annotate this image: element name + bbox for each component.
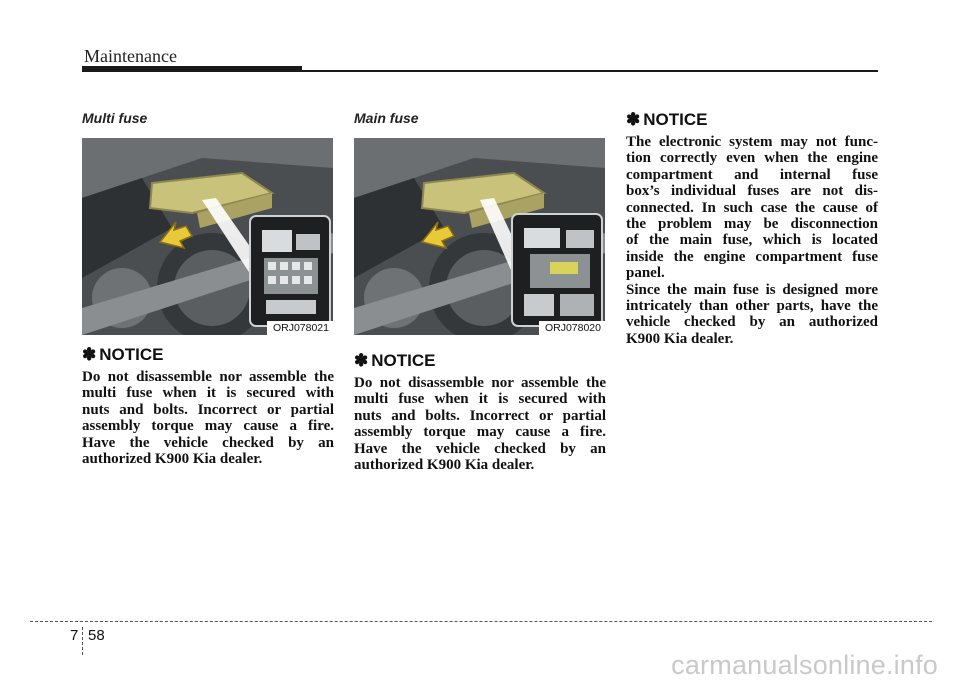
notice-line: Do not disassemble nor assemble the xyxy=(354,375,606,391)
notice-line: nuts and bolts. Incorrect or partial xyxy=(82,401,334,418)
notice-line: Since the main fuse is designed more xyxy=(626,281,878,298)
column-notice-main-fuse xyxy=(626,110,878,347)
notice-heading xyxy=(82,345,334,365)
notice-star-icon: ✽ xyxy=(82,345,97,364)
notice-line: connected. In such case the cause of xyxy=(626,199,878,216)
header-rule-thick xyxy=(82,66,302,72)
notice-line: inside the engine compartment fuse xyxy=(626,248,878,265)
notice-line: of the main fuse, which is located xyxy=(626,232,878,249)
column-multi-fuse xyxy=(82,110,334,467)
footer-dashed-rule xyxy=(30,621,932,622)
notice-line: assembly torque may cause a fire. xyxy=(82,418,334,435)
notice-heading xyxy=(354,351,606,371)
notice-line: intricately than other parts, have the xyxy=(626,298,878,315)
section-title: Main fuse xyxy=(354,110,419,126)
notice-line: Have the vehicle checked by an xyxy=(82,434,334,451)
notice-line: vehicle checked by an authorized xyxy=(626,314,878,331)
watermark: carmanualsonline.info xyxy=(671,650,938,680)
notice-line: assembly torque may cause a fire. xyxy=(354,424,606,441)
notice-line: nuts and bolts. Incorrect or partial xyxy=(354,407,606,424)
notice-line: K900 Kia dealer. xyxy=(626,330,734,347)
notice-line: panel. xyxy=(626,265,665,282)
notice-heading xyxy=(626,110,878,130)
notice-line: the problem may be disconnection xyxy=(626,216,878,233)
notice-line: authorized K900 Kia dealer. xyxy=(354,457,535,474)
notice-line: multi fuse when it is secured with xyxy=(354,391,606,408)
chapter-number: 7 xyxy=(70,627,79,644)
notice-star-icon: ✽ xyxy=(354,351,369,370)
figure-code: ORJ078021 xyxy=(267,321,333,335)
engine-bay-photo xyxy=(82,138,333,335)
figure-code: ORJ078020 xyxy=(539,321,605,335)
notice-line: multi fuse when it is secured with xyxy=(82,385,334,402)
column-main-fuse xyxy=(354,110,606,473)
notice-text xyxy=(82,369,334,467)
notice-label: NOTICE xyxy=(643,110,708,129)
notice-line: Do not disassemble nor assemble the xyxy=(82,369,334,385)
engine-bay-photo xyxy=(354,138,605,335)
header-rule-thin xyxy=(300,70,878,72)
notice-line: tion correctly even when the engine xyxy=(626,150,878,167)
running-header: Maintenance xyxy=(84,46,177,66)
notice-star-icon: ✽ xyxy=(626,110,641,129)
notice-label: NOTICE xyxy=(99,345,164,364)
engine-bay-illustration xyxy=(354,138,605,335)
notice-line: authorized K900 Kia dealer. xyxy=(82,451,263,468)
engine-bay-illustration xyxy=(82,138,333,335)
notice-line: compartment and internal fuse xyxy=(626,166,878,183)
notice-line: box’s individual fuses are not dis- xyxy=(626,183,878,200)
notice-line: The electronic system may not func- xyxy=(626,134,878,150)
page-number-separator xyxy=(82,627,83,655)
notice-line: Have the vehicle checked by an xyxy=(354,440,606,457)
section-title: Multi fuse xyxy=(82,110,148,126)
page-number: 58 xyxy=(88,627,105,644)
notice-text xyxy=(354,375,606,473)
notice-text xyxy=(626,134,878,347)
notice-label: NOTICE xyxy=(371,351,436,370)
